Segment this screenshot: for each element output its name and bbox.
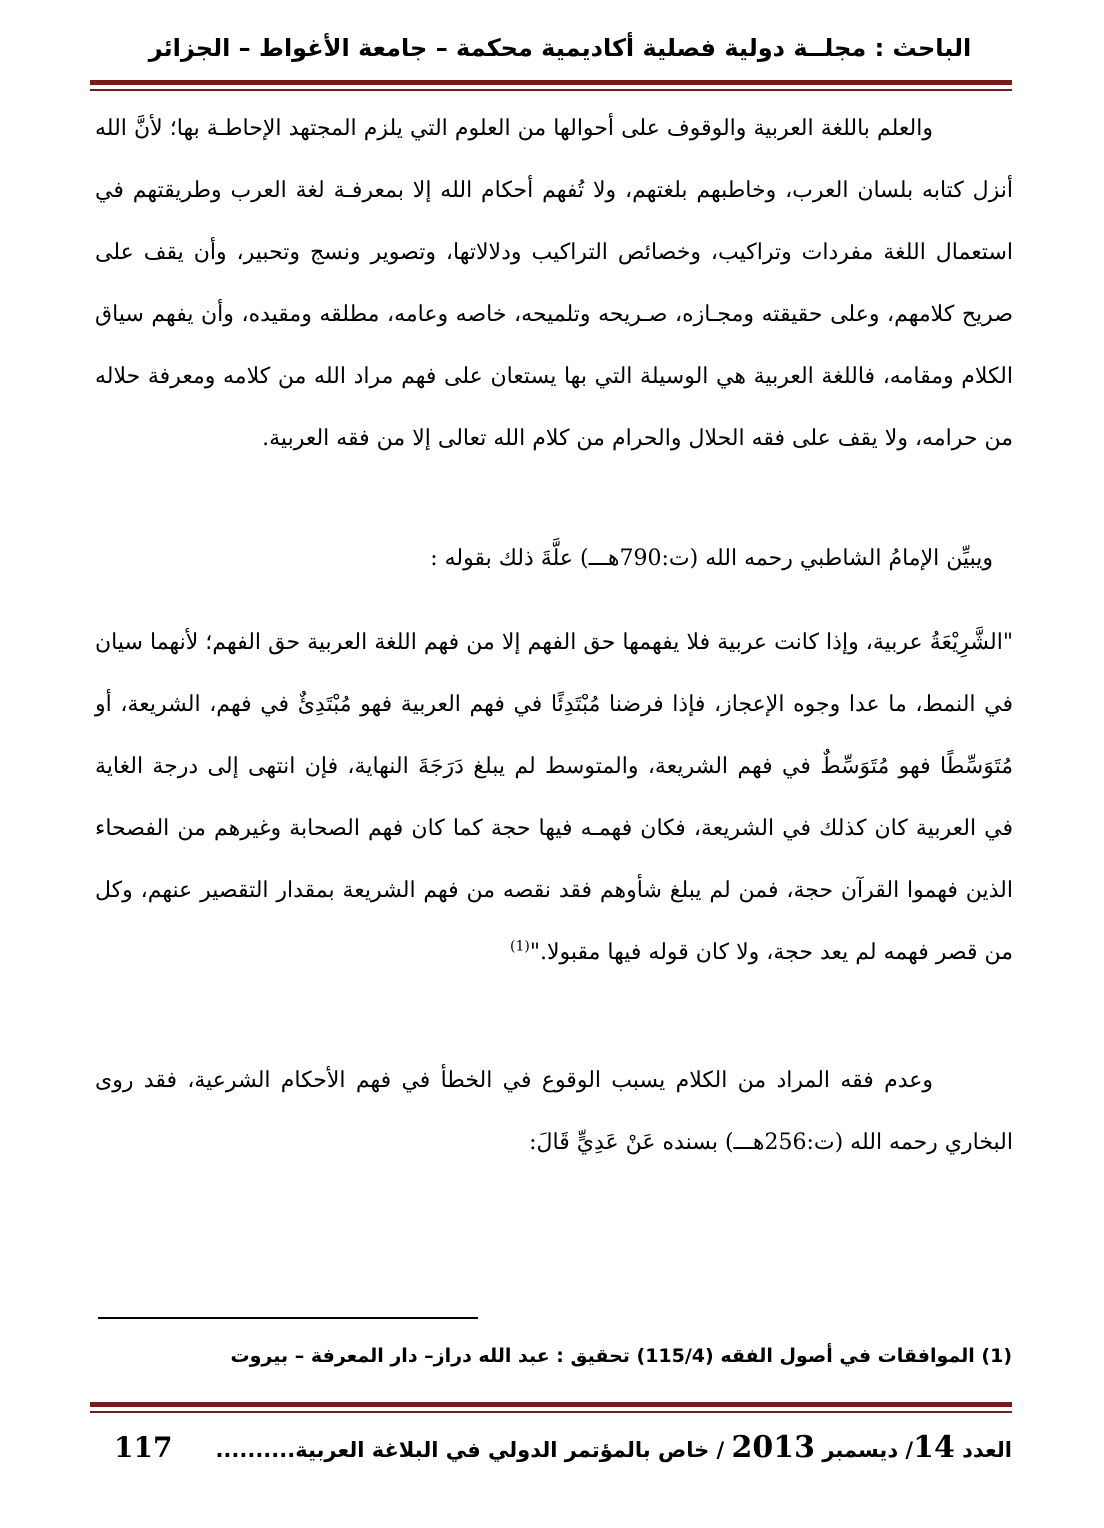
conference-note: / خاص بالمؤتمر الدولي في البلاغة العربية.......... bbox=[215, 1438, 725, 1462]
page-footer bbox=[96, 1426, 1012, 1472]
bukhari-intro bbox=[95, 1050, 1013, 1174]
quote-text: "الشَّرِيْعَةُ عربية، وإذا كانت عربية فلا يفهمها حق الفهم إلا من فهم اللغة العربية حق الفهم؛ لأنهما سيان في النمط، ما عدا وجوه الإعجاز، فإذا فرضنا مُبْتَدِئًا في فهم العربية فهو مُبْتَدِئٌ في فهم، الشريعة، أو مُتَوَسِّطًا فهو مُتَوَسِّطٌ في فهم الشريعة، والمتوسط لم يبلغ دَرَجَةَ النهاية، فإن انتهى إلى درجة الغاية في العربية كان كذلك في الشريعة، فكان فهمـه فيها حجة كما كان فهم الصحابة وغيرهم من الفصحاء الذين فهموا القرآن حجة، فمن لم يبلغ شأوهم فقد نقصه من فهم الشريعة بمقدار التقصير عنهم، وكل من قصر فهمه لم يعد حجة، ولا كان قوله فيها مقبولا." bbox=[95, 630, 1013, 965]
footnote bbox=[98, 1338, 1012, 1374]
footer-rule-thin bbox=[90, 1411, 1012, 1413]
journal-title: الباحث : مجلــة دولية فصلية أكاديمية محكمة – جامعة الأغواط – الجزائر bbox=[148, 34, 972, 62]
header-rule-thick bbox=[90, 80, 1012, 85]
issue-month: / ديسمبر bbox=[822, 1438, 914, 1462]
main-text bbox=[95, 98, 1013, 470]
page-number: 117 bbox=[114, 1431, 173, 1464]
paragraph-shatibi-intro: ويبيِّن الإمامُ الشاطبي رحمه الله (ت:790هـــ) علَّةَ ذلك بقوله : bbox=[430, 546, 993, 571]
shatibi-quote bbox=[95, 612, 1013, 984]
footnote-text: (1) الموافقات في أصول الفقه (115/4) تحقيق : عبد الله دراز– دار المعرفة – بيروت bbox=[230, 1345, 1012, 1367]
issue-year: 2013 bbox=[731, 1430, 816, 1465]
header-rule-thin bbox=[90, 89, 1012, 91]
page-header bbox=[90, 28, 1030, 68]
paragraph-arabic-knowledge: والعلم باللغة العربية والوقوف على أحوالها من العلوم التي يلزم المجتهد الإحاطـة بها؛ لأنَّ الله أنزل كتابه بلسان العرب، وخاطبهم بلغتهم، ولا تُفهم أحكام الله إلا بمعرفـة لغة العرب وطريقتهم في استعمال اللغة مفردات وتراكيب، وخصائص التراكيب ودلالاتها، وتصوير ونسج وتحبير، وأن يقف على صريح كلامهم، وعلى حقيقته ومجـازه، صـريحه وتلميحه، خاصه وعامه، مطلقه ومقيده، وأن يفهم سياق الكلام ومقامه، فاللغة العربية هي الوسيلة التي بها يستعان على فهم مراد الله من كلامه ومعرفة حلاله من حرامه، ولا يقف على فقه الحلال والحرام من كلام الله تعالى إلا من فقه العربية. bbox=[95, 116, 1014, 451]
paragraph-quote bbox=[95, 612, 1013, 984]
paragraph-bukhari: وعدم فقه المراد من الكلام يسبب الوقوع في الخطأ في فهم الأحكام الشرعية، فقد روى البخاري رحمه الله (ت:256هـــ) بسنده عَنْ عَدِيٍّ قَالَ: bbox=[95, 1068, 1013, 1155]
issue-label: العدد bbox=[962, 1438, 1012, 1462]
footnote-separator bbox=[98, 1317, 478, 1319]
issue-number: 14 bbox=[913, 1430, 955, 1465]
shatibi-intro bbox=[95, 528, 1013, 590]
footnote-ref: (1) bbox=[509, 938, 530, 955]
footer-rule-thick bbox=[90, 1402, 1012, 1407]
